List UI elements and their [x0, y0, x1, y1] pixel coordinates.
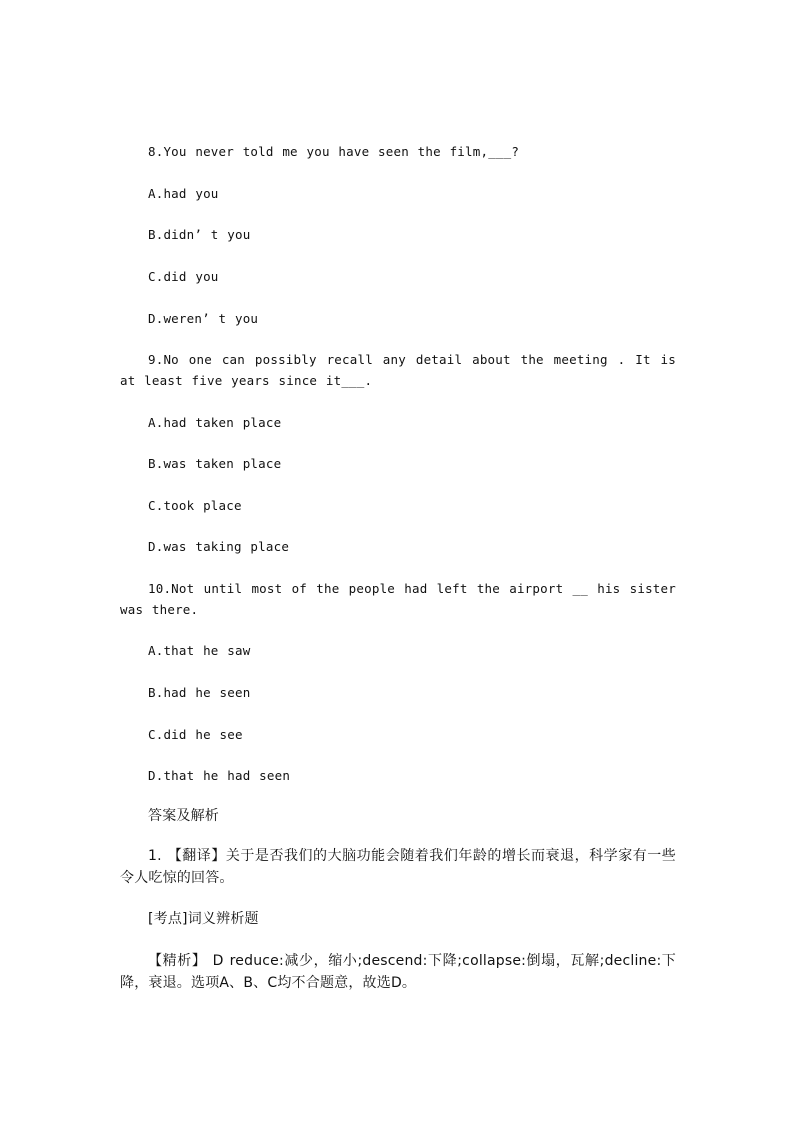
question-9-stem: 9.No one can possibly recall any detail about the meeting . It is at least five years since it___. [120, 352, 676, 388]
answer-1-translation: 1. 【翻译】关于是否我们的大脑功能会随着我们年龄的增长而衰退，科学家有一些令人吃惊的回答。 [120, 848, 676, 886]
answer-1-test-point: [考点]词义辨析题 [148, 911, 259, 927]
question-10-stem: 10.Not until most of the people had left the airport __ his sister was there. [120, 581, 676, 617]
question-10-option-d: D.that he had seen [148, 768, 291, 783]
question-9-option-b: B.was taken place [148, 456, 282, 471]
question-8-stem: 8.You never told me you have seen the film,___? [148, 144, 520, 159]
answer-1-analysis: 【精析】 D reduce:减少，缩小;descend:下降;collapse:倒塌，瓦解;decline:下降，衰退。选项A、B、C均不合题意，故选D。 [120, 953, 676, 991]
question-9-option-c: C.took place [148, 498, 242, 513]
question-9-option-a: A.had taken place [148, 415, 282, 430]
question-8-option-c: C.did you [148, 269, 219, 284]
question-8-option-d: D.weren’ t you [148, 311, 259, 326]
question-10-option-c: C.did he see [148, 727, 243, 742]
question-8-option-a: A.had you [148, 186, 219, 201]
question-9-option-d: D.was taking place [148, 539, 290, 554]
question-8-option-b: B.didn’ t you [148, 227, 251, 242]
answers-heading: 答案及解析 [148, 808, 219, 824]
question-10-option-b: B.had he seen [148, 685, 251, 700]
question-10-option-a: A.that he saw [148, 643, 251, 658]
